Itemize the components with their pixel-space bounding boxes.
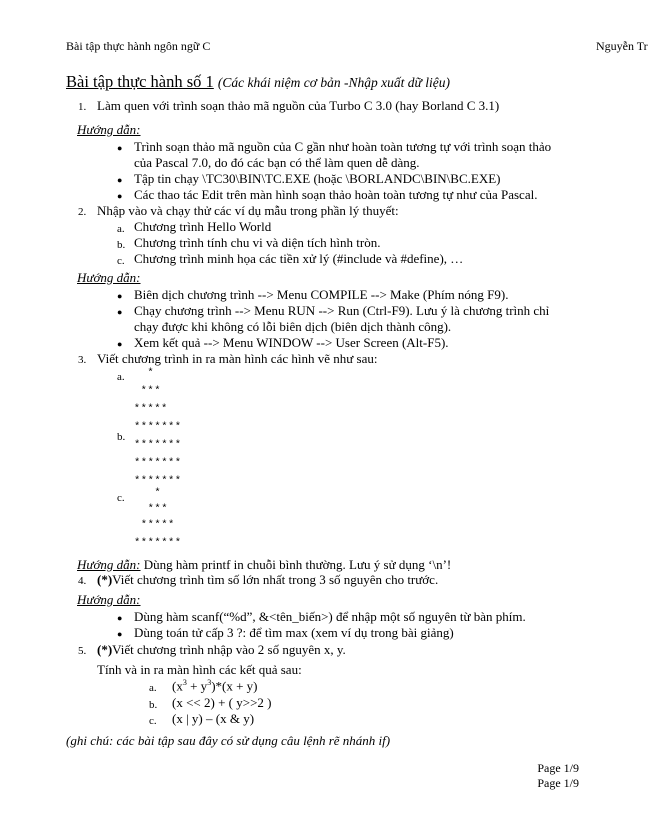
- shape-c-number: c.: [117, 492, 125, 504]
- expr-a-exponent: 3: [182, 678, 187, 687]
- item-4-star-mark: (*): [97, 572, 113, 587]
- item-4-text: [97, 572, 438, 588]
- expr-c: (x | y) – (x & y): [172, 711, 255, 726]
- page-title: [66, 72, 450, 92]
- hint-1-bullet-3: Các thao tác Edit trên màn hình soạn thảo hoàn toàn tương tự như của Pascal.: [134, 187, 538, 202]
- hint-2-label: Hướng dẫn:: [77, 270, 141, 285]
- stars-c-line: *: [134, 487, 162, 499]
- stars-c-line: *****: [134, 519, 175, 531]
- item-2-text: Nhập vào và chạy thử các ví dụ mẫu trong phần lý thuyết:: [97, 203, 399, 218]
- hint-4-bullet-1: Dùng hàm scanf(“%d”, &<tên_biến>) để nhập một số nguyên từ bàn phím.: [134, 609, 526, 624]
- title-main: Bài tập thực hành số 1: [66, 72, 214, 91]
- bullet-icon: ●: [117, 143, 123, 153]
- item-3-text: Viết chương trình in ra màn hình các hình vẽ như sau:: [97, 351, 378, 366]
- stars-b-line: *******: [134, 439, 182, 451]
- expr-a-part: + y: [186, 678, 208, 694]
- stars-b-line: *******: [134, 457, 182, 469]
- item-1-text: Làm quen với trình soạn thảo mã nguồn của Turbo C 3.0 (hay Borland C 3.1): [97, 98, 500, 113]
- expr-a-number: a.: [149, 682, 157, 694]
- hint-2-bullet-2b: chạy được khi không có lỗi biên dịch (biên dịch thành công).: [134, 319, 452, 334]
- page-number: Page 1/9: [537, 776, 579, 790]
- hint-3-label: Hướng dẫn:: [77, 557, 141, 572]
- item-4-number: 4.: [78, 575, 87, 587]
- bullet-icon: ●: [117, 629, 123, 639]
- hint-1-bullet-2: Tập tin chạy \TC30\BIN\TC.EXE (hoặc \BORLANDC\BIN\BC.EXE): [134, 171, 501, 186]
- expr-a: [172, 678, 258, 694]
- hint-3: [77, 557, 451, 573]
- hint-1-bullet-1b: của Pascal 7.0, do đó các bạn có thể làm quen dễ dàng.: [134, 155, 420, 170]
- hint-2-bullet-2a: Chạy chương trình --> Menu RUN --> Run (Ctrl-F9). Lưu ý là chương trình chỉ: [134, 303, 550, 318]
- bullet-icon: ●: [117, 307, 123, 317]
- header-right: Nguyễn Tr: [596, 39, 648, 53]
- item-2a-text: Chương trình Hello World: [134, 219, 272, 234]
- page-number: Page 1/9: [537, 761, 579, 775]
- stars-b-line: *******: [134, 475, 182, 487]
- shape-b-number: b.: [117, 431, 126, 443]
- stars-a-line: *****: [127, 403, 168, 415]
- bullet-icon: ●: [117, 191, 123, 201]
- expr-a-part: )*(x + y): [211, 678, 258, 694]
- stars-a-line: *******: [134, 421, 182, 433]
- item-5-star-mark: (*): [97, 642, 113, 657]
- stars-a-line: *: [127, 367, 155, 379]
- item-2b-text: Chương trình tính chu vi và diện tích hình tròn.: [134, 235, 381, 250]
- expr-b-number: b.: [149, 699, 158, 711]
- bullet-icon: ●: [117, 175, 123, 185]
- stars-c-line: ***: [134, 503, 169, 515]
- item-5-number: 5.: [78, 645, 87, 657]
- expr-a-exponent: 3: [207, 678, 212, 687]
- hint-2-bullet-3: Xem kết quả --> Menu WINDOW --> User Screen (Alt-F5).: [134, 335, 449, 350]
- note: (ghi chú: các bài tập sau đây có sử dụng câu lệnh rẽ nhánh if): [66, 733, 391, 748]
- expr-a-part: (x: [172, 678, 183, 694]
- hint-1-label: Hướng dẫn:: [77, 122, 141, 137]
- item-3-number: 3.: [78, 354, 87, 366]
- header-left: Bài tập thực hành ngôn ngữ C: [66, 39, 211, 53]
- item-2c-text: Chương trình minh họa các tiền xử lý (#include và #define), …: [134, 251, 464, 266]
- hint-1-bullet-1a: Trình soạn thảo mã nguồn của C gần như hoàn toàn tương tự với trình soạn thảo: [134, 139, 552, 154]
- item-2a-number: a.: [117, 223, 125, 235]
- bullet-icon: ●: [117, 339, 123, 349]
- bullet-icon: ●: [117, 613, 123, 623]
- stars-c-line: *******: [134, 537, 182, 549]
- expr-c-number: c.: [149, 715, 157, 727]
- shape-a-number: a.: [117, 371, 125, 383]
- stars-a-line: ***: [127, 385, 162, 397]
- expr-b: (x << 2) + ( y>>2 ): [172, 695, 272, 710]
- hint-4-label: Hướng dẫn:: [77, 592, 141, 607]
- hint-3-text: Dùng hàm printf in chuỗi bình thường. Lưu ý sử dụng ‘\n’!: [140, 557, 452, 572]
- item-5-subtitle: Tính và in ra màn hình các kết quả sau:: [97, 662, 302, 677]
- hint-4-bullet-2: Dùng toán tử cấp 3 ?: để tìm max (xem ví dụ trong bài giảng): [134, 625, 454, 640]
- item-2-number: 2.: [78, 206, 87, 218]
- item-5-text: [97, 642, 346, 658]
- item-5-body: Viết chương trình nhập vào 2 số nguyên x, y.: [112, 642, 346, 657]
- bullet-icon: ●: [117, 291, 123, 301]
- item-4-body: Viết chương trình tìm số lớn nhất trong 3 số nguyên cho trước.: [112, 572, 439, 587]
- item-2b-number: b.: [117, 239, 126, 251]
- title-sub: (Các khái niệm cơ bản -Nhập xuất dữ liệu): [217, 75, 450, 90]
- item-1-number: 1.: [78, 101, 87, 113]
- item-2c-number: c.: [117, 255, 125, 267]
- hint-2-bullet-1: Biên dịch chương trình --> Menu COMPILE --> Make (Phím nóng F9).: [134, 287, 509, 302]
